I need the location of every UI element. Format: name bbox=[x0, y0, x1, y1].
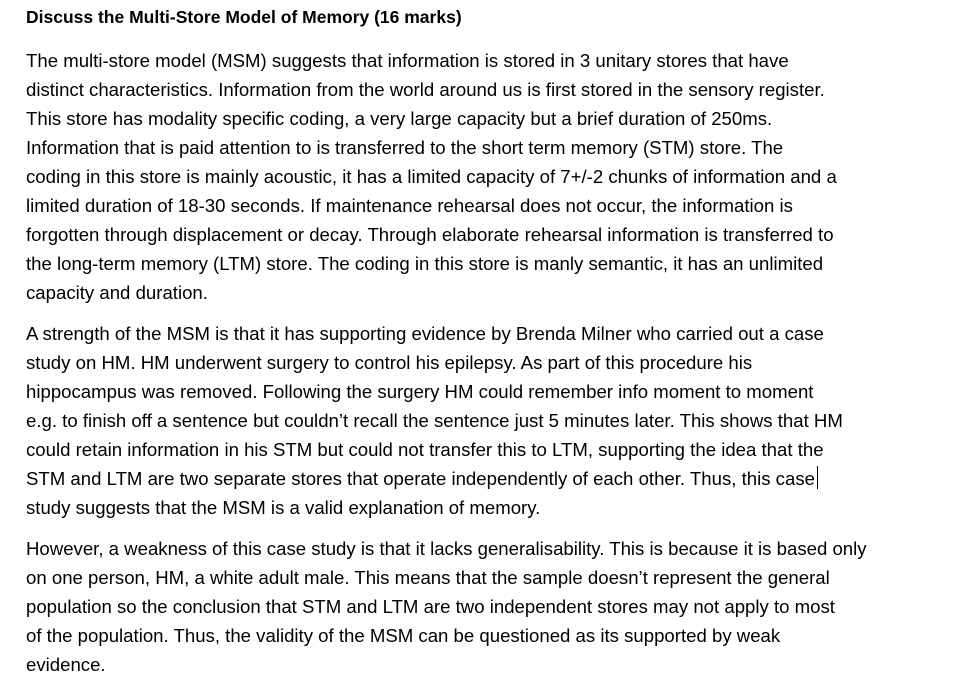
text-line: the long-term memory (LTM) store. The coding in this store is manly semantic, it has an unlimited bbox=[26, 253, 824, 274]
text-line: capacity and duration. bbox=[26, 282, 208, 303]
text-line: forgotten through displacement or decay. Through elaborate rehearsal information is transferred to bbox=[26, 224, 834, 245]
text-line: coding in this store is mainly acoustic, it has a limited capacity of 7+/-2 chunks of information and a bbox=[26, 166, 837, 187]
text-line: study suggests that the MSM is a valid explanation of memory. bbox=[26, 497, 541, 518]
text-line: on one person, HM, a white adult male. This means that the sample doesn’t represent the general bbox=[26, 567, 830, 588]
text-line: evidence. bbox=[26, 654, 106, 675]
text-line: study on HM. HM underwent surgery to control his epilepsy. As part of this procedure his bbox=[26, 352, 753, 373]
text-line: Information that is paid attention to is transferred to the short term memory (STM) store. The bbox=[26, 137, 784, 158]
paragraph-weakness[interactable] bbox=[26, 534, 962, 679]
text-line: distinct characteristics. Information from the world around us is first stored in the sensory register. bbox=[26, 79, 825, 100]
text-line: limited duration of 18-30 seconds. If maintenance rehearsal does not occur, the information is bbox=[26, 195, 793, 216]
text-line: The multi-store model (MSM) suggests that information is stored in 3 unitary stores that have bbox=[26, 50, 789, 71]
paragraph-strength[interactable] bbox=[26, 319, 962, 522]
text-line-with-cursor[interactable] bbox=[26, 464, 962, 493]
text-line: of the population. Thus, the validity of the MSM can be questioned as its supported by weak bbox=[26, 625, 781, 646]
text-line: population so the conclusion that STM and LTM are two independent stores may not apply to most bbox=[26, 596, 835, 617]
text-line: e.g. to finish off a sentence but couldn’t recall the sentence just 5 minutes later. This shows that HM bbox=[26, 410, 843, 431]
paragraph-msm-description[interactable] bbox=[26, 46, 962, 307]
document-title: Discuss the Multi-Store Model of Memory (16 marks) bbox=[26, 7, 462, 27]
text-line: However, a weakness of this case study is that it lacks generalisability. This is because it is based only bbox=[26, 538, 867, 559]
text-line: could retain information in his STM but could not transfer this to LTM, supporting the idea that the bbox=[26, 439, 824, 460]
text-line: A strength of the MSM is that it has supporting evidence by Brenda Milner who carried out a case bbox=[26, 323, 824, 344]
text-line: hippocampus was removed. Following the surgery HM could remember info moment to moment bbox=[26, 381, 814, 402]
text-line: This store has modality specific coding, a very large capacity but a brief duration of 250ms. bbox=[26, 108, 773, 129]
text-line: STM and LTM are two separate stores that operate independently of each other. Thus, this case bbox=[26, 468, 815, 489]
text-cursor bbox=[817, 466, 818, 489]
